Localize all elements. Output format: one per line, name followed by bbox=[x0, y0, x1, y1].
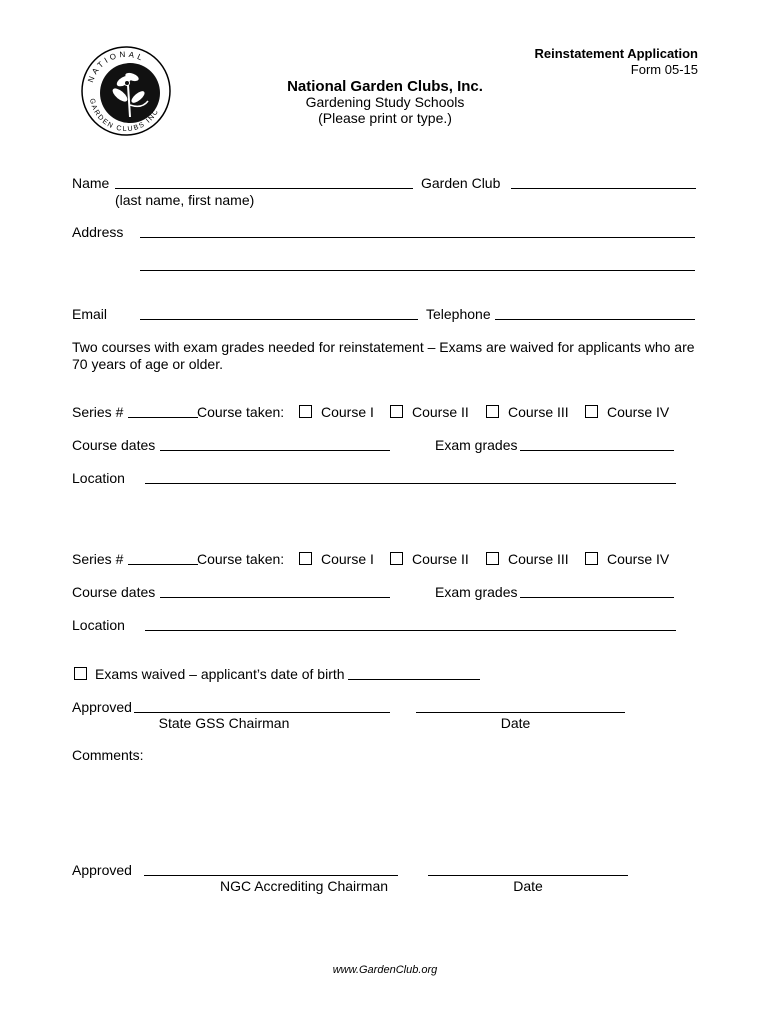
series-field[interactable] bbox=[128, 564, 198, 565]
course-dates-field[interactable] bbox=[160, 597, 390, 598]
email-field[interactable] bbox=[140, 319, 418, 320]
ngc-approved-label: Approved bbox=[72, 862, 132, 878]
ngc-logo bbox=[80, 45, 172, 137]
location-field[interactable] bbox=[145, 630, 676, 631]
logo-text-bottom: GARDEN CLUBS INC bbox=[88, 97, 161, 134]
course-ii-checkbox[interactable] bbox=[390, 552, 403, 565]
series-label: Series # bbox=[72, 551, 124, 567]
name-label: Name bbox=[72, 175, 110, 191]
date-of-birth-field[interactable] bbox=[348, 679, 480, 680]
course-i-label: Course I bbox=[321, 404, 374, 420]
name-field[interactable] bbox=[115, 188, 413, 189]
course-ii-checkbox[interactable] bbox=[390, 405, 403, 418]
course-iii-checkbox[interactable] bbox=[486, 405, 499, 418]
email-label: Email bbox=[72, 306, 108, 322]
location-field[interactable] bbox=[145, 483, 676, 484]
course-dates-field[interactable] bbox=[160, 450, 390, 451]
footer-website: www.GardenClub.org bbox=[332, 964, 438, 976]
ngc-date-field[interactable] bbox=[428, 875, 628, 876]
course-i-checkbox[interactable] bbox=[299, 552, 312, 565]
course-iii-label: Course III bbox=[508, 551, 569, 567]
ngc-chairman-caption: NGC Accrediting Chairman bbox=[219, 878, 389, 894]
course-iii-checkbox[interactable] bbox=[486, 552, 499, 565]
course-iv-label: Course IV bbox=[607, 551, 670, 567]
address-label: Address bbox=[72, 224, 124, 240]
state-chairman-caption: State GSS Chairman bbox=[158, 715, 290, 731]
course-dates-label: Course dates bbox=[72, 437, 156, 453]
course-iii-label: Course III bbox=[508, 404, 569, 420]
course-iv-label: Course IV bbox=[607, 404, 670, 420]
print-instruction: (Please print or type.) bbox=[318, 110, 452, 126]
series-label: Series # bbox=[72, 404, 124, 420]
telephone-label: Telephone bbox=[426, 306, 491, 322]
form-title: Reinstatement Application bbox=[534, 46, 698, 61]
garden-club-label: Garden Club bbox=[421, 175, 501, 191]
state-date-caption: Date bbox=[500, 715, 531, 731]
course-taken-label: Course taken: bbox=[197, 404, 285, 420]
course-taken-label: Course taken: bbox=[197, 551, 285, 567]
exam-grades-label: Exam grades bbox=[435, 584, 518, 600]
logo-seal-icon bbox=[80, 45, 172, 137]
reinstatement-notice: Two courses with exam grades needed for reinstatement – Exams are waived for applicants who are 70 years of age or older. bbox=[72, 339, 695, 372]
org-name: National Garden Clubs, Inc. bbox=[287, 78, 483, 95]
address-field-line1[interactable] bbox=[140, 237, 695, 238]
state-date-field[interactable] bbox=[416, 712, 625, 713]
course-iv-checkbox[interactable] bbox=[585, 552, 598, 565]
state-approved-label: Approved bbox=[72, 699, 132, 715]
comments-label: Comments: bbox=[72, 747, 144, 763]
garden-club-field[interactable] bbox=[511, 188, 696, 189]
logo-text-top: NATIONAL bbox=[86, 49, 147, 84]
location-label: Location bbox=[72, 470, 125, 486]
ngc-chairman-signature-field[interactable] bbox=[144, 875, 398, 876]
series-field[interactable] bbox=[128, 417, 198, 418]
form-number: Form 05-15 bbox=[630, 62, 698, 77]
course-ii-label: Course II bbox=[412, 551, 469, 567]
exam-grades-field[interactable] bbox=[520, 597, 674, 598]
course-dates-label: Course dates bbox=[72, 584, 156, 600]
exam-grades-label: Exam grades bbox=[435, 437, 518, 453]
course-i-label: Course I bbox=[321, 551, 374, 567]
exam-grades-field[interactable] bbox=[520, 450, 674, 451]
name-hint: (last name, first name) bbox=[115, 192, 255, 208]
course-iv-checkbox[interactable] bbox=[585, 405, 598, 418]
comments-area[interactable] bbox=[72, 768, 697, 853]
location-label: Location bbox=[72, 617, 125, 633]
course-ii-label: Course II bbox=[412, 404, 469, 420]
program-name: Gardening Study Schools bbox=[305, 94, 465, 110]
course-i-checkbox[interactable] bbox=[299, 405, 312, 418]
ngc-date-caption: Date bbox=[513, 878, 543, 894]
telephone-field[interactable] bbox=[495, 319, 695, 320]
address-field-line2[interactable] bbox=[140, 270, 695, 271]
exams-waived-checkbox[interactable] bbox=[74, 667, 87, 680]
state-chairman-signature-field[interactable] bbox=[134, 712, 390, 713]
exams-waived-label: Exams waived – applicant’s date of birth bbox=[95, 666, 345, 682]
